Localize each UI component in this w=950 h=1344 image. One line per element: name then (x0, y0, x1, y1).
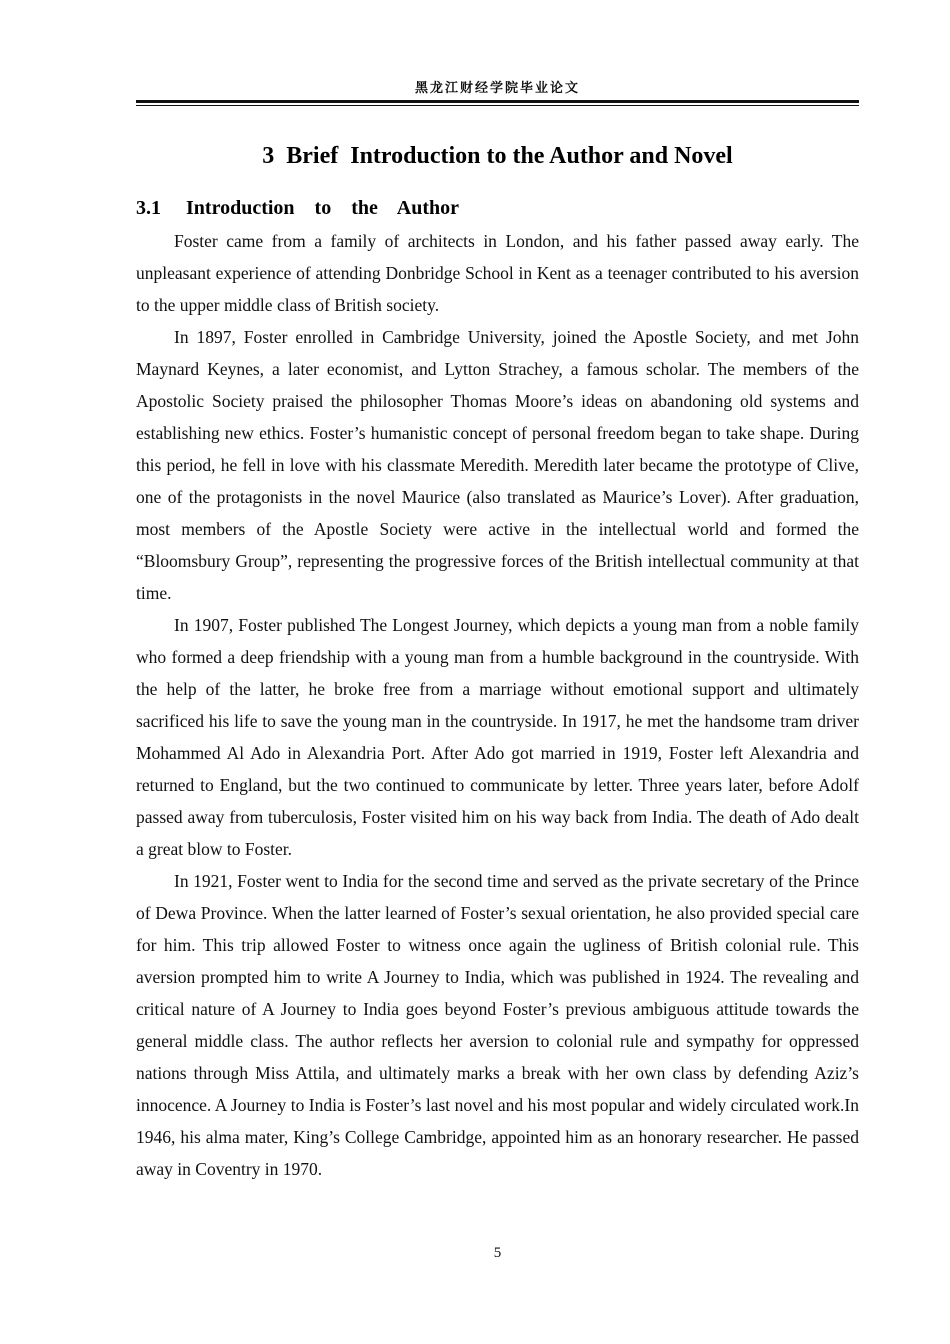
paragraph-1: Foster came from a family of architects in London, and his father passed away early. The unpleasant experience of attending Donbridge School in Kent as a teenager contributed to his aversion to the upper middle class of British society. (136, 231, 859, 315)
section-heading (136, 194, 459, 222)
paragraph-4: In 1921, Foster went to India for the second time and served as the private secretary of the Prince of Dewa Province. When the latter learned of Foster’s sexual orientation, he also provided special care for him. This trip allowed Foster to witness once again the ugliness of British colonial rule. This aversion prompted him to write A Journey to India, which was published in 1924. The revealing and critical nature of A Journey to India goes beyond Foster’s previous ambiguous attitude towards the general middle class. The author reflects her aversion to colonial rule and sympathy for oppressed nations through Miss Attila, and ultimately marks a break with her own class by defending Aziz’s innocence. A Journey to India is Foster’s last novel and his most popular and widely circulated work.In 1946, his alma mater, King’s College Cambridge, appointed him as an honorary researcher. He passed away in Coventry in 1970. (136, 871, 859, 1179)
paragraph-3: In 1907, Foster published The Longest Journey, which depicts a young man from a noble family who formed a deep friendship with a young man from a humble background in the countryside. With the help of the latter, he broke free from a marriage without emotional support and ultimately sacrificed his life to save the young man in the countryside. In 1917, he met the handsome tram driver Mohammed Al Ado in Alexandria Port. After Ado got married in 1919, Foster left Alexandria and returned to England, but the two continued to communicate by letter. Three years later, before Adolf passed away from tuberculosis, Foster visited him on his way back from India. The death of Ado dealt a great blow to Foster. (136, 615, 859, 859)
page-number: 5 (493, 1245, 502, 1261)
paragraph-2: In 1897, Foster enrolled in Cambridge University, joined the Apostle Society, and met John Maynard Keynes, a later economist, and Lytton Strachey, a famous scholar. The members of the Apostolic Society praised the philosopher Thomas Moore’s ideas on abandoning old systems and establishing new ethics. Foster’s humanistic concept of personal freedom began to take shape. During this period, he fell in love with his classmate Meredith. Meredith later became the prototype of Clive, one of the protagonists in the novel Maurice (also translated as Maurice’s Lover). After graduation, most members of the Apostle Society were active in the intellectual world and formed the “Bloomsbury Group”, representing the progressive forces of the British intellectual community at that time. (136, 327, 859, 603)
header-rule-thin (136, 105, 859, 106)
section-number: 3.1 (136, 197, 161, 219)
header-rule-thick (136, 100, 859, 103)
running-header (136, 80, 859, 98)
section-title: Introduction to the Author (186, 197, 459, 219)
chapter-title: 3 Brief Introduction to the Author and Novel (262, 143, 733, 169)
body-text (136, 225, 859, 1185)
header-institution: 黑龙江财经学院毕业论文 (414, 81, 580, 96)
